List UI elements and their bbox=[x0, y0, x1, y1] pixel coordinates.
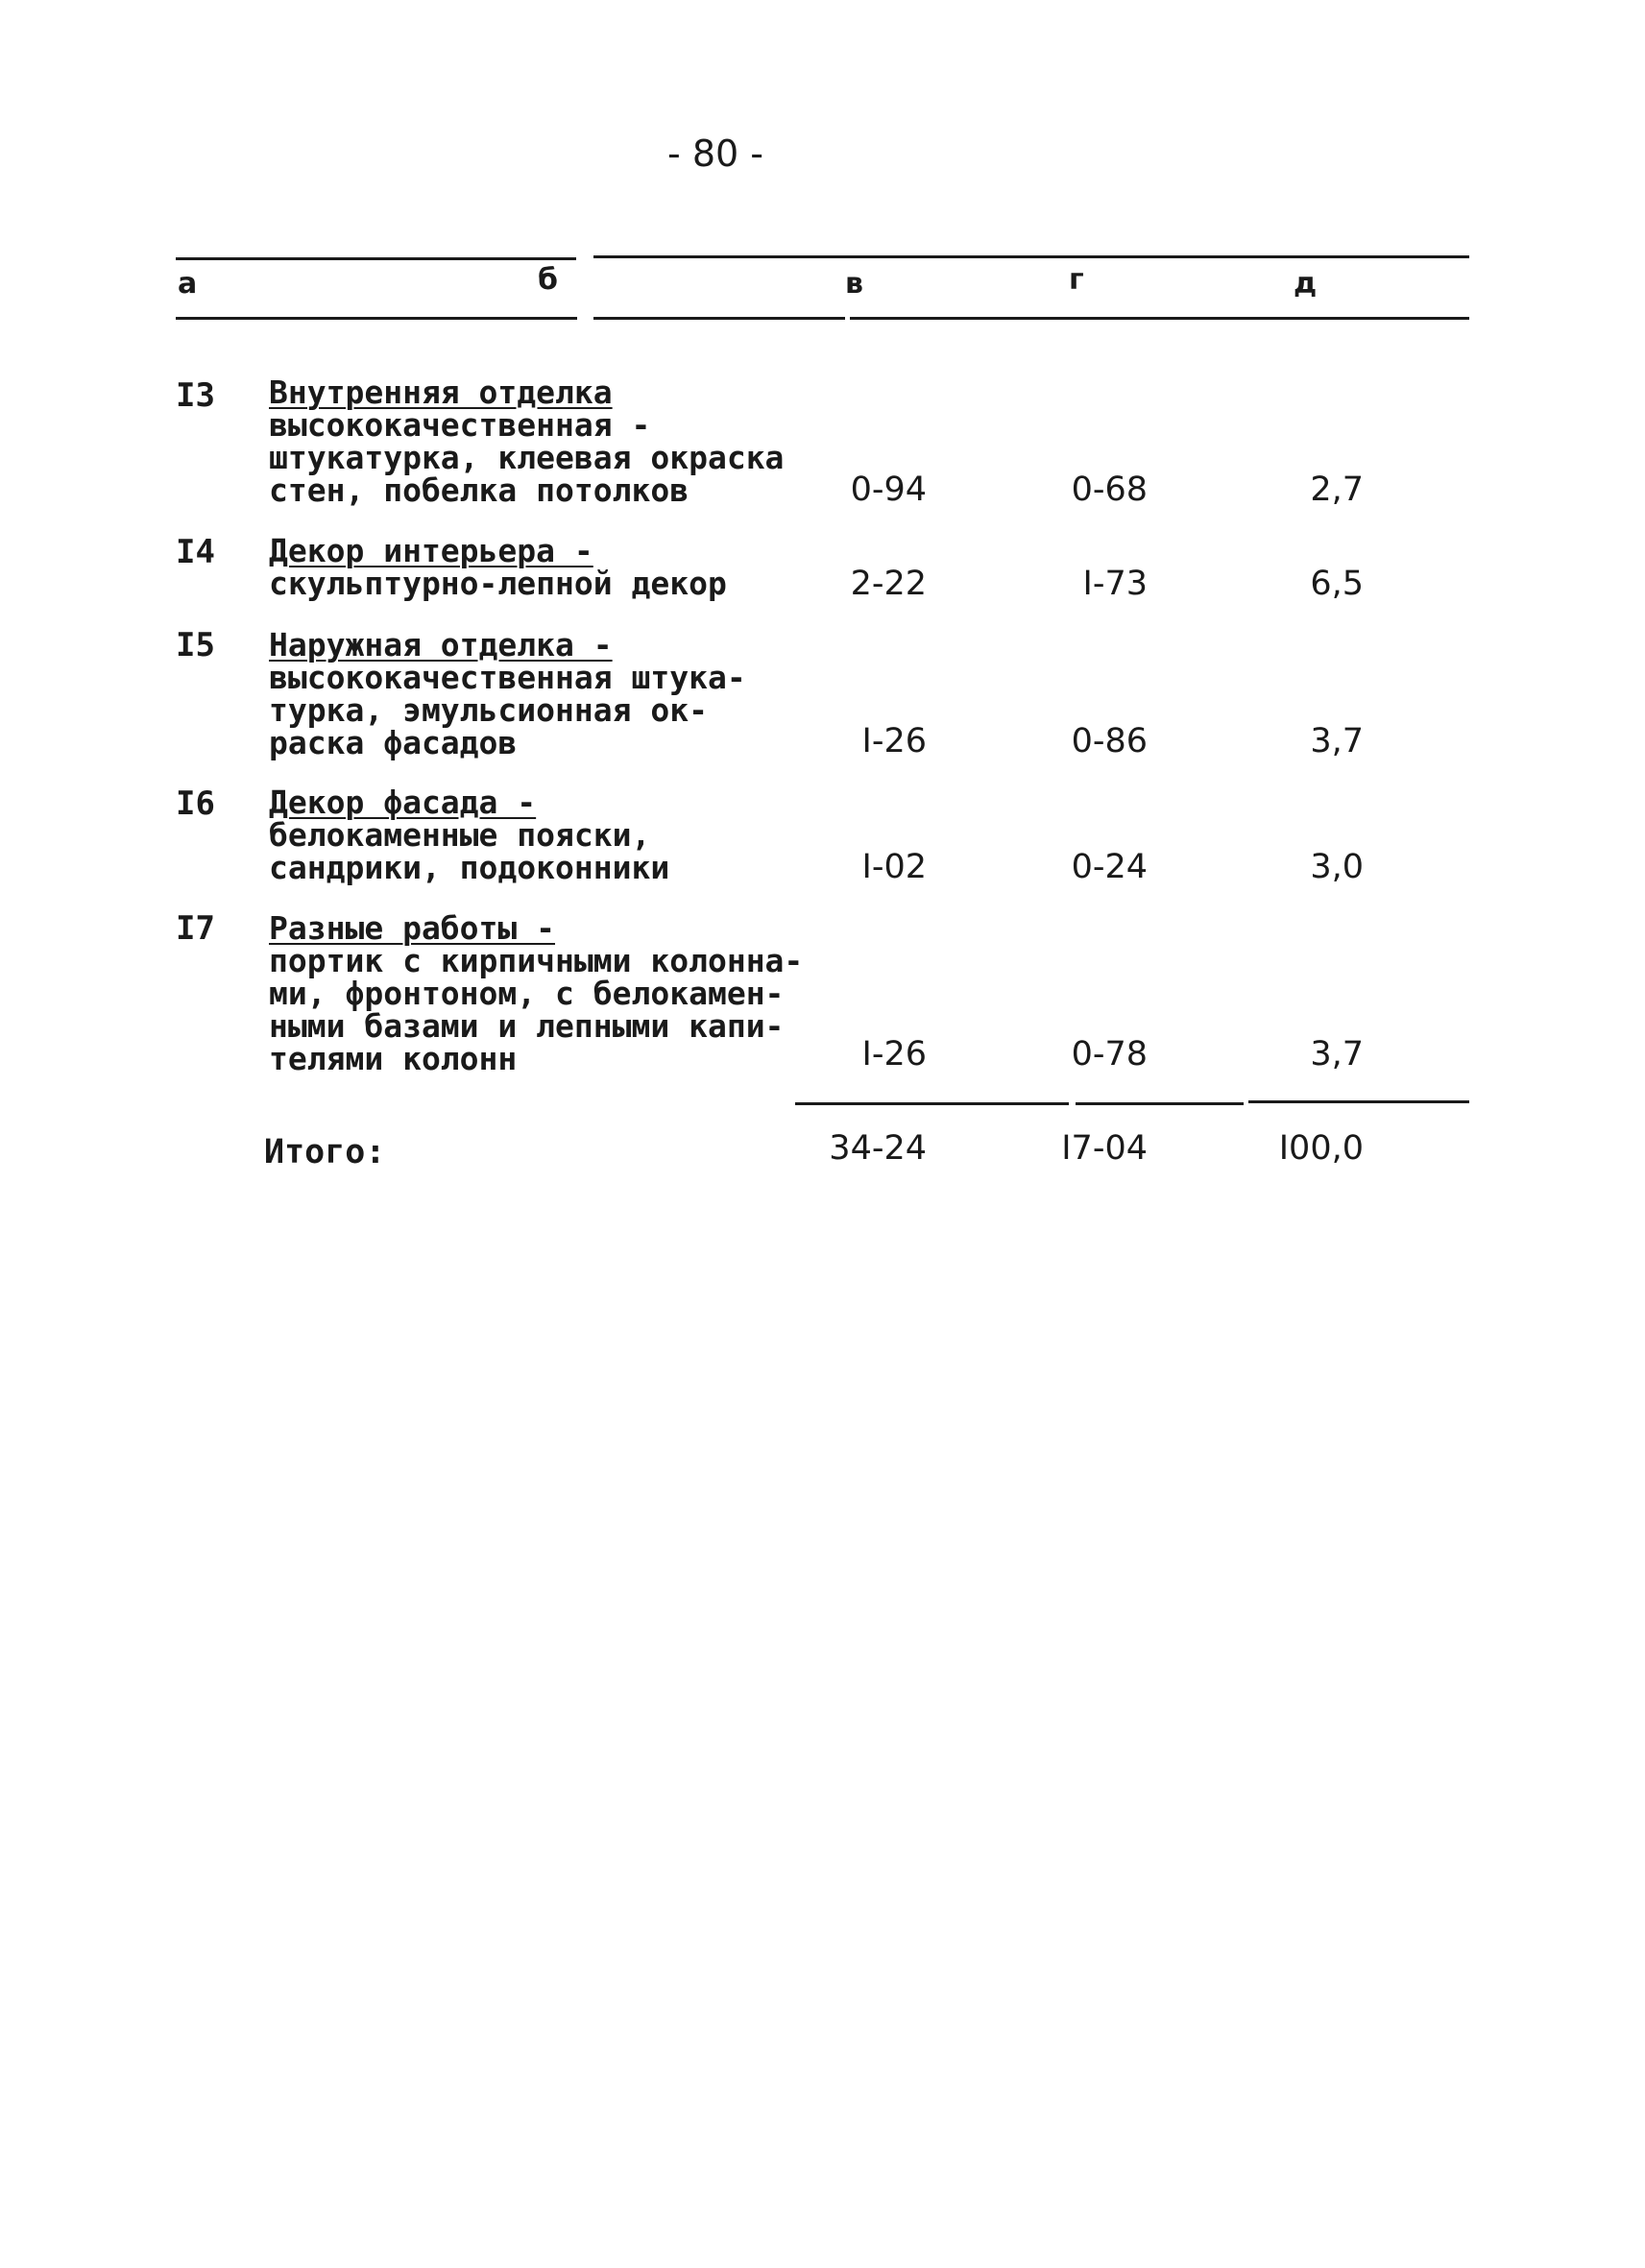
column-header-d: д bbox=[1294, 267, 1318, 301]
cell-g: 0-68 bbox=[1071, 470, 1148, 509]
cell-g: 0-86 bbox=[1071, 722, 1148, 760]
row-line: высококачественная штука- bbox=[269, 659, 746, 696]
row-description bbox=[269, 376, 784, 507]
row-description bbox=[269, 786, 669, 884]
cell-d: 3,0 bbox=[1310, 848, 1364, 886]
row-number: I5 bbox=[176, 626, 215, 664]
row-line: телями колонн bbox=[269, 1040, 518, 1077]
cell-v: 2-22 bbox=[850, 565, 927, 603]
cell-v: 0-94 bbox=[850, 470, 927, 509]
row-description bbox=[269, 909, 804, 1077]
cell-d: 2,7 bbox=[1310, 470, 1364, 509]
row-line: ми, фронтоном, с белокамен- bbox=[269, 975, 785, 1012]
row-number: I3 bbox=[176, 376, 215, 415]
row-number: I7 bbox=[176, 909, 215, 948]
row-description bbox=[269, 532, 727, 602]
header-bottom-rule-left bbox=[176, 317, 577, 320]
total-rule-v bbox=[795, 1102, 1069, 1105]
row-heading: Декор фасада - bbox=[269, 784, 537, 821]
cell-d: 3,7 bbox=[1310, 722, 1364, 760]
header-top-rule-right bbox=[593, 255, 1469, 258]
cell-d: 3,7 bbox=[1310, 1035, 1364, 1074]
total-rule-d bbox=[1248, 1100, 1469, 1103]
row-line: портик с кирпичными колонна- bbox=[269, 942, 804, 979]
row-line: скульптурно-лепной декор bbox=[269, 565, 727, 602]
total-d: I00,0 bbox=[1278, 1129, 1364, 1168]
column-header-a: а bbox=[178, 267, 198, 301]
row-heading: Декор интерьера - bbox=[269, 532, 593, 569]
cell-d: 6,5 bbox=[1310, 565, 1364, 603]
column-header-g: г bbox=[1069, 263, 1084, 297]
cell-v: I-02 bbox=[861, 848, 927, 886]
total-v: 34-24 bbox=[829, 1129, 927, 1168]
row-line: турка, эмульсионная ок- bbox=[269, 691, 708, 729]
header-bottom-rule-mid bbox=[593, 317, 845, 320]
row-heading: Внутренняя отделка bbox=[269, 374, 613, 411]
total-g: I7-04 bbox=[1061, 1129, 1148, 1168]
cell-v: I-26 bbox=[861, 722, 927, 760]
row-number: I6 bbox=[176, 784, 215, 823]
cell-v: I-26 bbox=[861, 1035, 927, 1074]
row-line: стен, побелка потолков bbox=[269, 471, 689, 509]
row-heading: Разные работы - bbox=[269, 909, 556, 947]
cell-g: I-73 bbox=[1082, 565, 1148, 603]
row-line: ными базами и лепными капи- bbox=[269, 1007, 785, 1045]
row-line: сандрики, подоконники bbox=[269, 849, 670, 886]
page-number: - 80 - bbox=[667, 133, 763, 175]
total-rule-g bbox=[1076, 1102, 1244, 1105]
row-line: раска фасадов bbox=[269, 724, 518, 761]
column-header-b: б bbox=[538, 263, 558, 297]
total-label: Итого: bbox=[264, 1133, 386, 1171]
header-top-rule-left bbox=[176, 257, 576, 260]
cell-g: 0-24 bbox=[1071, 848, 1148, 886]
cell-g: 0-78 bbox=[1071, 1035, 1148, 1074]
row-description bbox=[269, 626, 746, 761]
row-number: I4 bbox=[176, 533, 215, 571]
row-line: штукатурка, клеевая окраска bbox=[269, 439, 785, 476]
row-heading: Наружная отделка - bbox=[269, 626, 613, 664]
header-bottom-rule-right bbox=[850, 317, 1469, 320]
row-line: высококачественная - bbox=[269, 406, 651, 444]
column-header-v: в bbox=[845, 267, 863, 301]
row-line: белокаменные пояски, bbox=[269, 816, 651, 854]
